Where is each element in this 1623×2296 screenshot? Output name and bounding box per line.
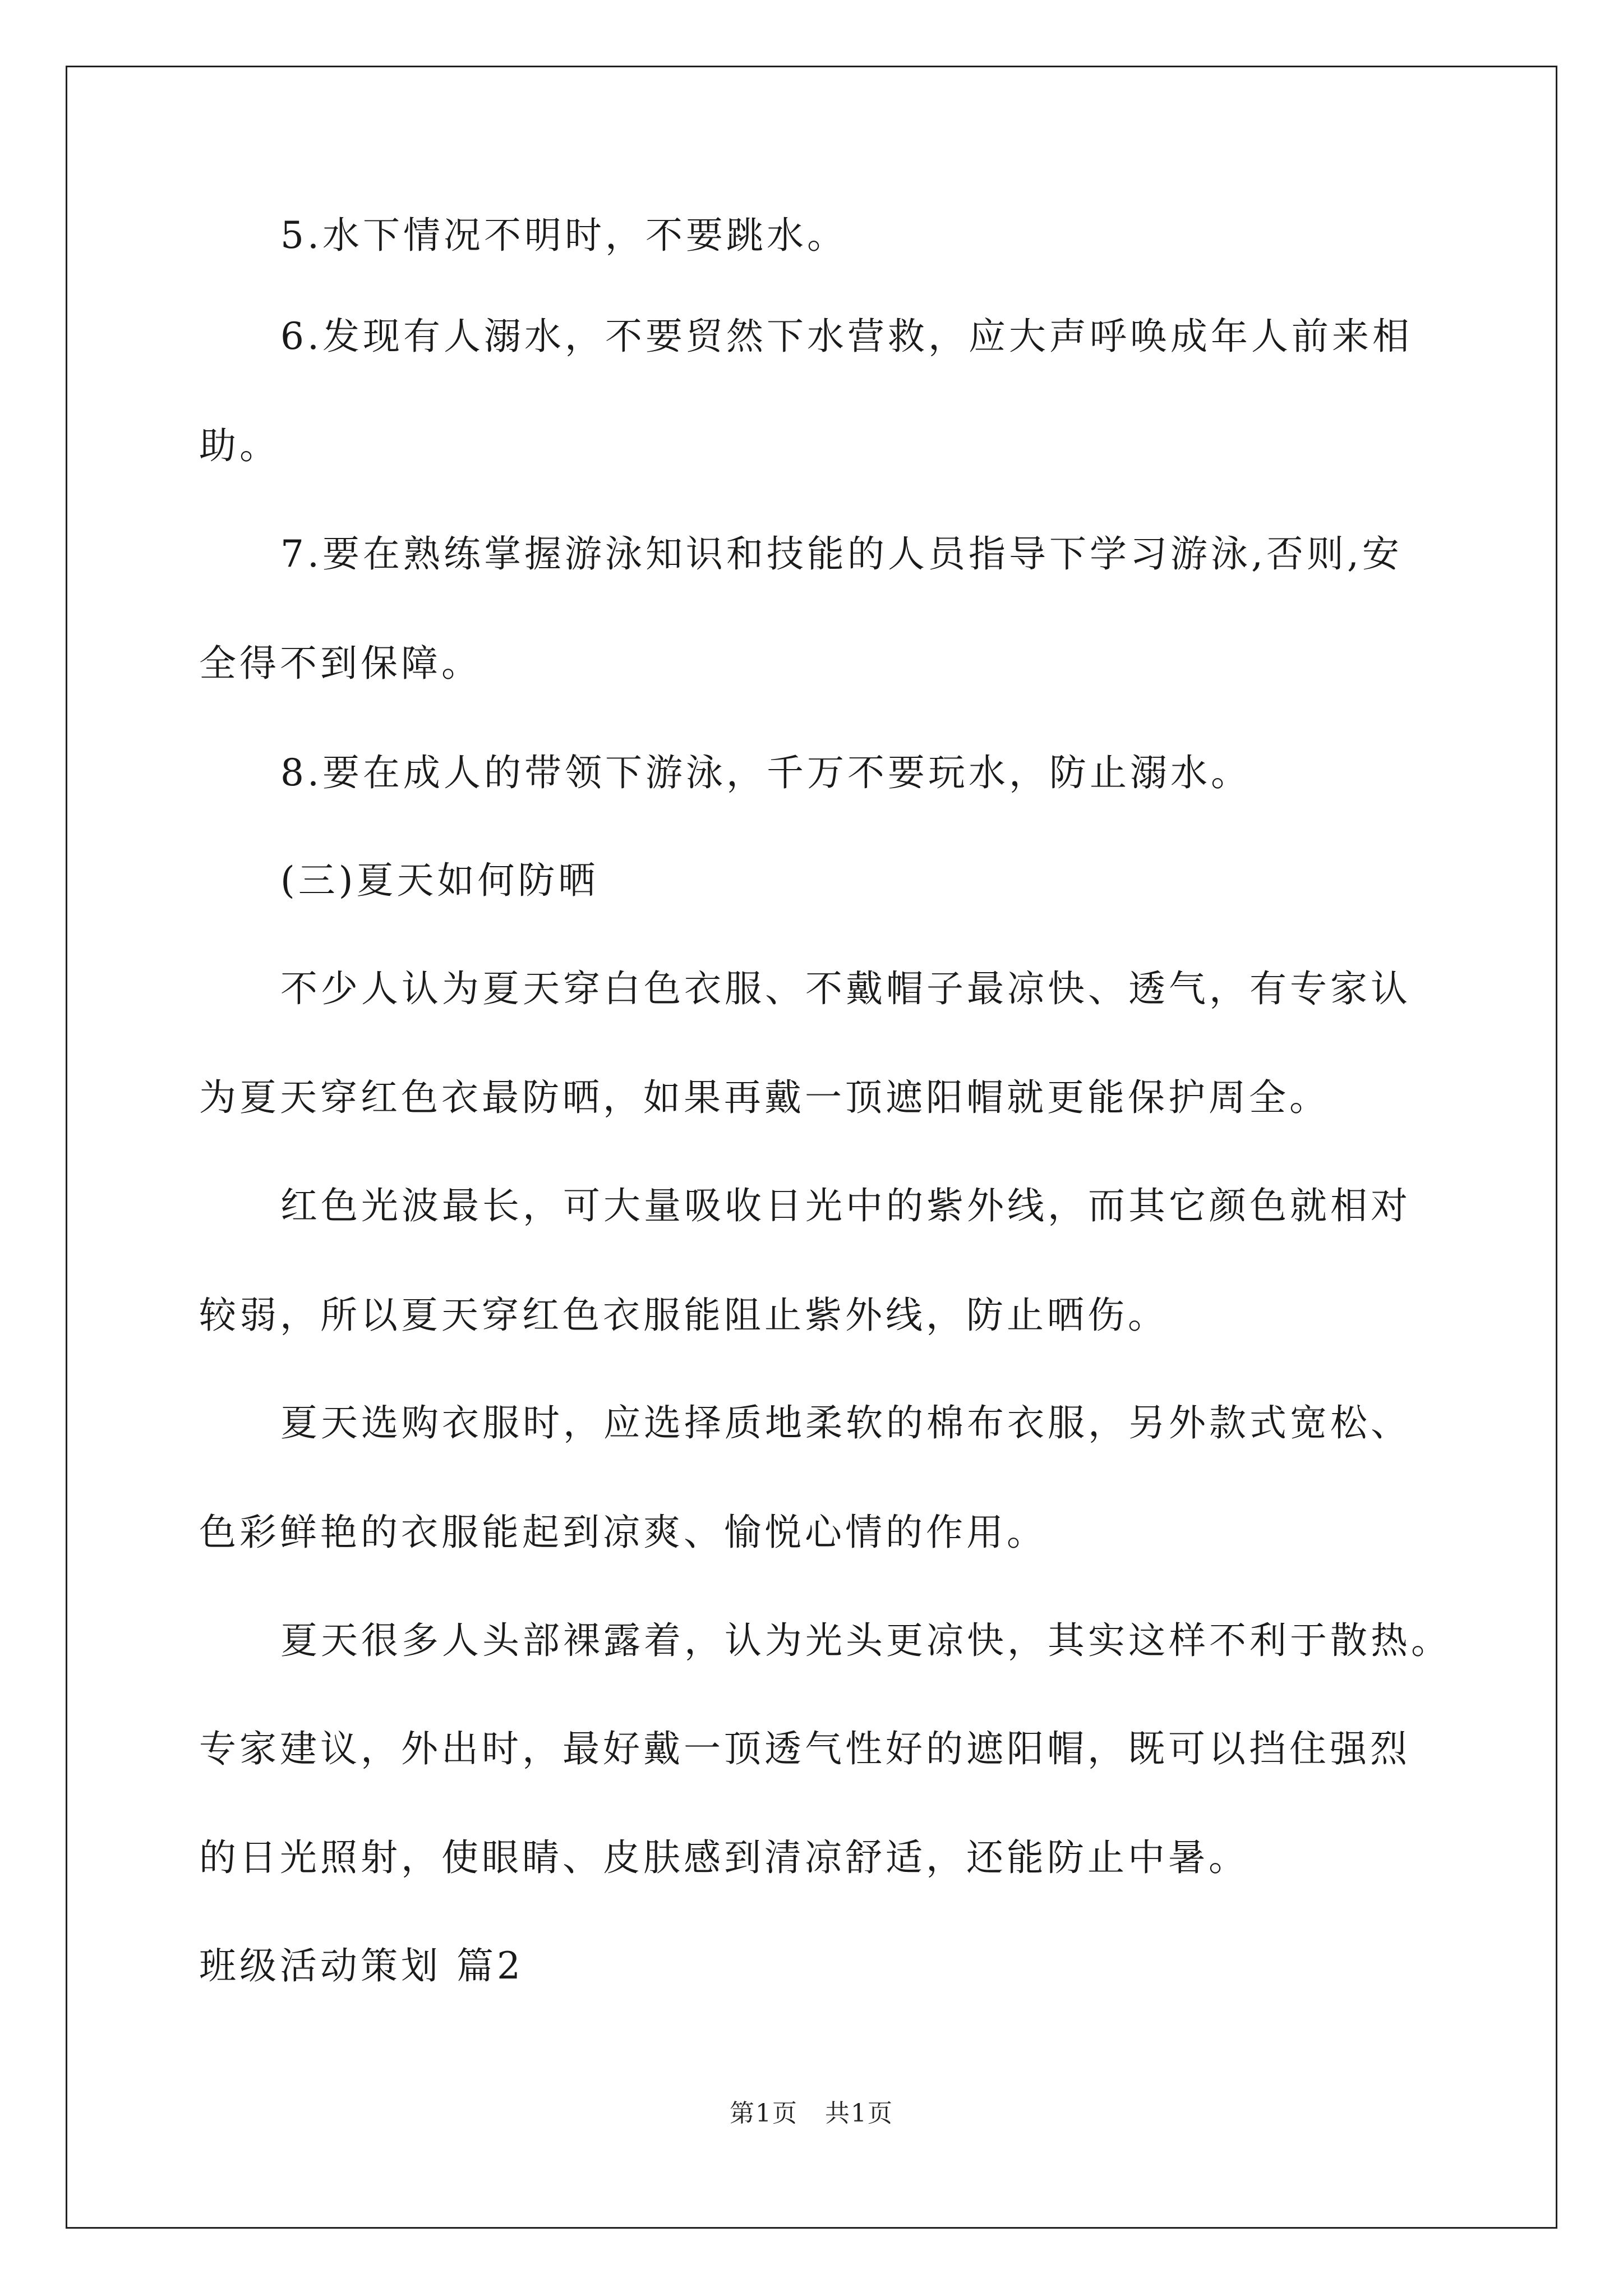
paragraph-line: 色彩鲜艳的衣服能起到凉爽、愉悦心情的作用。 [199,1511,1047,1554]
paragraph-line: 不少人认为夏天穿白色衣服、不戴帽子最凉快、透气，有专家认 [280,967,1411,1010]
paragraph-line: 较弱，所以夏天穿红色衣服能阻止紫外线，防止晒伤。 [199,1294,1168,1337]
list-item-8: 8.要在成人的带领下游泳，千万不要玩水，防止溺水。 [280,751,1251,794]
list-item-6-continued: 助。 [199,424,280,467]
list-item-7-continued: 全得不到保障。 [199,642,482,685]
section-title: 班级活动策划 篇2 [199,1944,524,1987]
list-item-7: 7.要在熟练掌握游泳知识和技能的人员指导下学习游泳,否则,安 [280,532,1403,576]
section-heading: (三)夏天如何防晒 [280,859,599,902]
list-item-5: 5.水下情况不明时，不要跳水。 [280,214,847,257]
paragraph-line: 为夏天穿红色衣最防晒，如果再戴一顶遮阳帽就更能保护周全。 [199,1076,1330,1119]
paragraph-line: 的日光照射，使眼睛、皮肤感到清凉舒适，还能防止中暑。 [199,1836,1249,1879]
page-border [66,66,1557,2229]
paragraph-line: 红色光波最长，可大量吸收日光中的紫外线，而其它颜色就相对 [280,1184,1411,1227]
paragraph-line: 夏天很多人头部裸露着，认为光头更凉快，其实这样不利于散热。 [280,1619,1451,1662]
list-item-6: 6.发现有人溺水，不要贸然下水营救，应大声呼唤成年人前来相 [280,315,1413,358]
paragraph-line: 专家建议，外出时，最好戴一顶透气性好的遮阳帽，既可以挡住强烈 [199,1727,1410,1770]
paragraph-line: 夏天选购衣服时，应选择质地柔软的棉布衣服，另外款式宽松、 [280,1401,1411,1444]
page-number: 第1页 共1页 [730,2099,893,2128]
